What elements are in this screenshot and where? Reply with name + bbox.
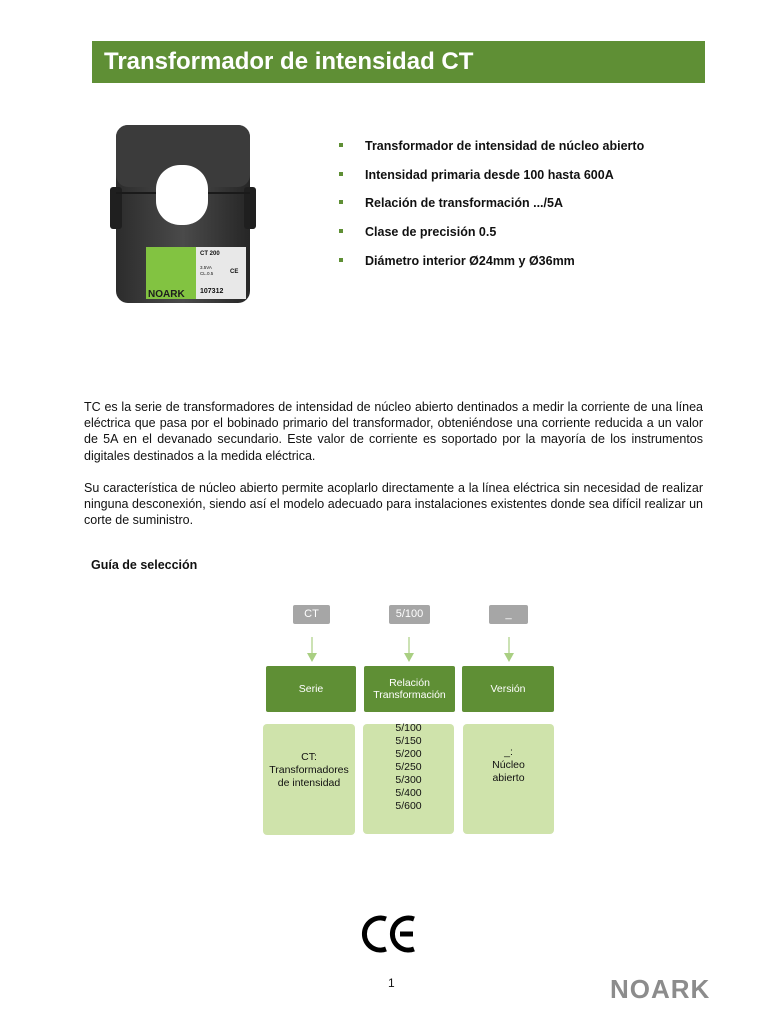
bullet-icon bbox=[339, 200, 343, 204]
desc-text: CT: Transformadores de intensidad bbox=[269, 751, 349, 789]
desc-text: _: Núcleo abierto bbox=[492, 745, 525, 784]
header-box-ratio bbox=[364, 666, 455, 712]
bullet-icon bbox=[339, 229, 343, 233]
bullet-icon bbox=[339, 172, 343, 176]
logo-text: NOARK bbox=[610, 977, 711, 1001]
feature-item bbox=[338, 138, 718, 167]
page-number: 1 bbox=[388, 976, 395, 990]
product-image bbox=[110, 123, 256, 307]
title-bar bbox=[92, 41, 705, 83]
arrow-down-icon bbox=[402, 637, 416, 663]
feature-text: Relación de transformación .../5A bbox=[365, 196, 563, 210]
product-ce: CE bbox=[230, 269, 239, 275]
code-box-version: _ bbox=[489, 605, 528, 624]
product-spec-2: CL.0.5 bbox=[200, 271, 214, 276]
page-title: Transformador de intensidad CT bbox=[104, 48, 474, 75]
code-box-ratio: 5/100 bbox=[389, 605, 430, 624]
feature-item bbox=[338, 167, 718, 196]
description-paragraph: TC es la serie de transformadores de intensidad de núcleo abierto dentinados a medir la corriente de una línea eléctrica que pasa por el bobinado primario del transformador, obteniéndose una corriente reducida a un valor de 5A en el devanado secundario. Este valor de corriente es soportado por la mayoría de los instrumentos digitales destinados a la medida eléctrica. bbox=[84, 400, 703, 463]
noark-logo bbox=[610, 977, 738, 1001]
feature-text: Intensidad primaria desde 100 hasta 600A bbox=[365, 167, 614, 182]
feature-item bbox=[338, 195, 718, 224]
header-label: Serie bbox=[298, 682, 324, 695]
feature-text: Transformador de intensidad de núcleo abierto bbox=[365, 139, 645, 153]
bullet-icon bbox=[339, 258, 343, 262]
bullet-icon bbox=[339, 143, 343, 147]
header-label: Relación Transformación bbox=[373, 676, 446, 701]
description-paragraph: Su característica de núcleo abierto permite acoplarlo directamente a la línea eléctrica sin necesidad de realizar ninguna desconexión, siendo así el modelo adecuado para instalaciones existentes donde sea difícil realizar un corte de suministro. bbox=[84, 481, 703, 528]
arrow-down-icon bbox=[502, 637, 516, 663]
product-code: 107312 bbox=[200, 288, 224, 295]
desc-box-series bbox=[263, 724, 355, 835]
product-brand: NOARK bbox=[148, 289, 185, 300]
feature-item bbox=[338, 253, 718, 282]
desc-text: 5/100 5/150 5/200 5/250 5/300 5/400 5/600 bbox=[395, 721, 422, 812]
feature-text: Clase de precisión 0.5 bbox=[365, 224, 497, 239]
product-spec-1: 3.5VA bbox=[200, 265, 212, 270]
feature-list bbox=[338, 138, 718, 282]
selection-guide-title: Guía de selección bbox=[91, 558, 198, 572]
desc-box-version bbox=[463, 724, 554, 834]
header-label: Versión bbox=[490, 682, 526, 695]
product-model: CT 200 bbox=[200, 251, 220, 257]
ce-mark-icon bbox=[356, 903, 430, 965]
header-box-series bbox=[266, 666, 356, 712]
feature-text: Diámetro interior Ø24mm y Ø36mm bbox=[365, 254, 575, 268]
feature-item bbox=[338, 224, 718, 253]
code-box-series: CT bbox=[293, 605, 330, 624]
arrow-down-icon bbox=[305, 637, 319, 663]
desc-box-ratio bbox=[363, 721, 454, 834]
header-box-version bbox=[462, 666, 554, 712]
